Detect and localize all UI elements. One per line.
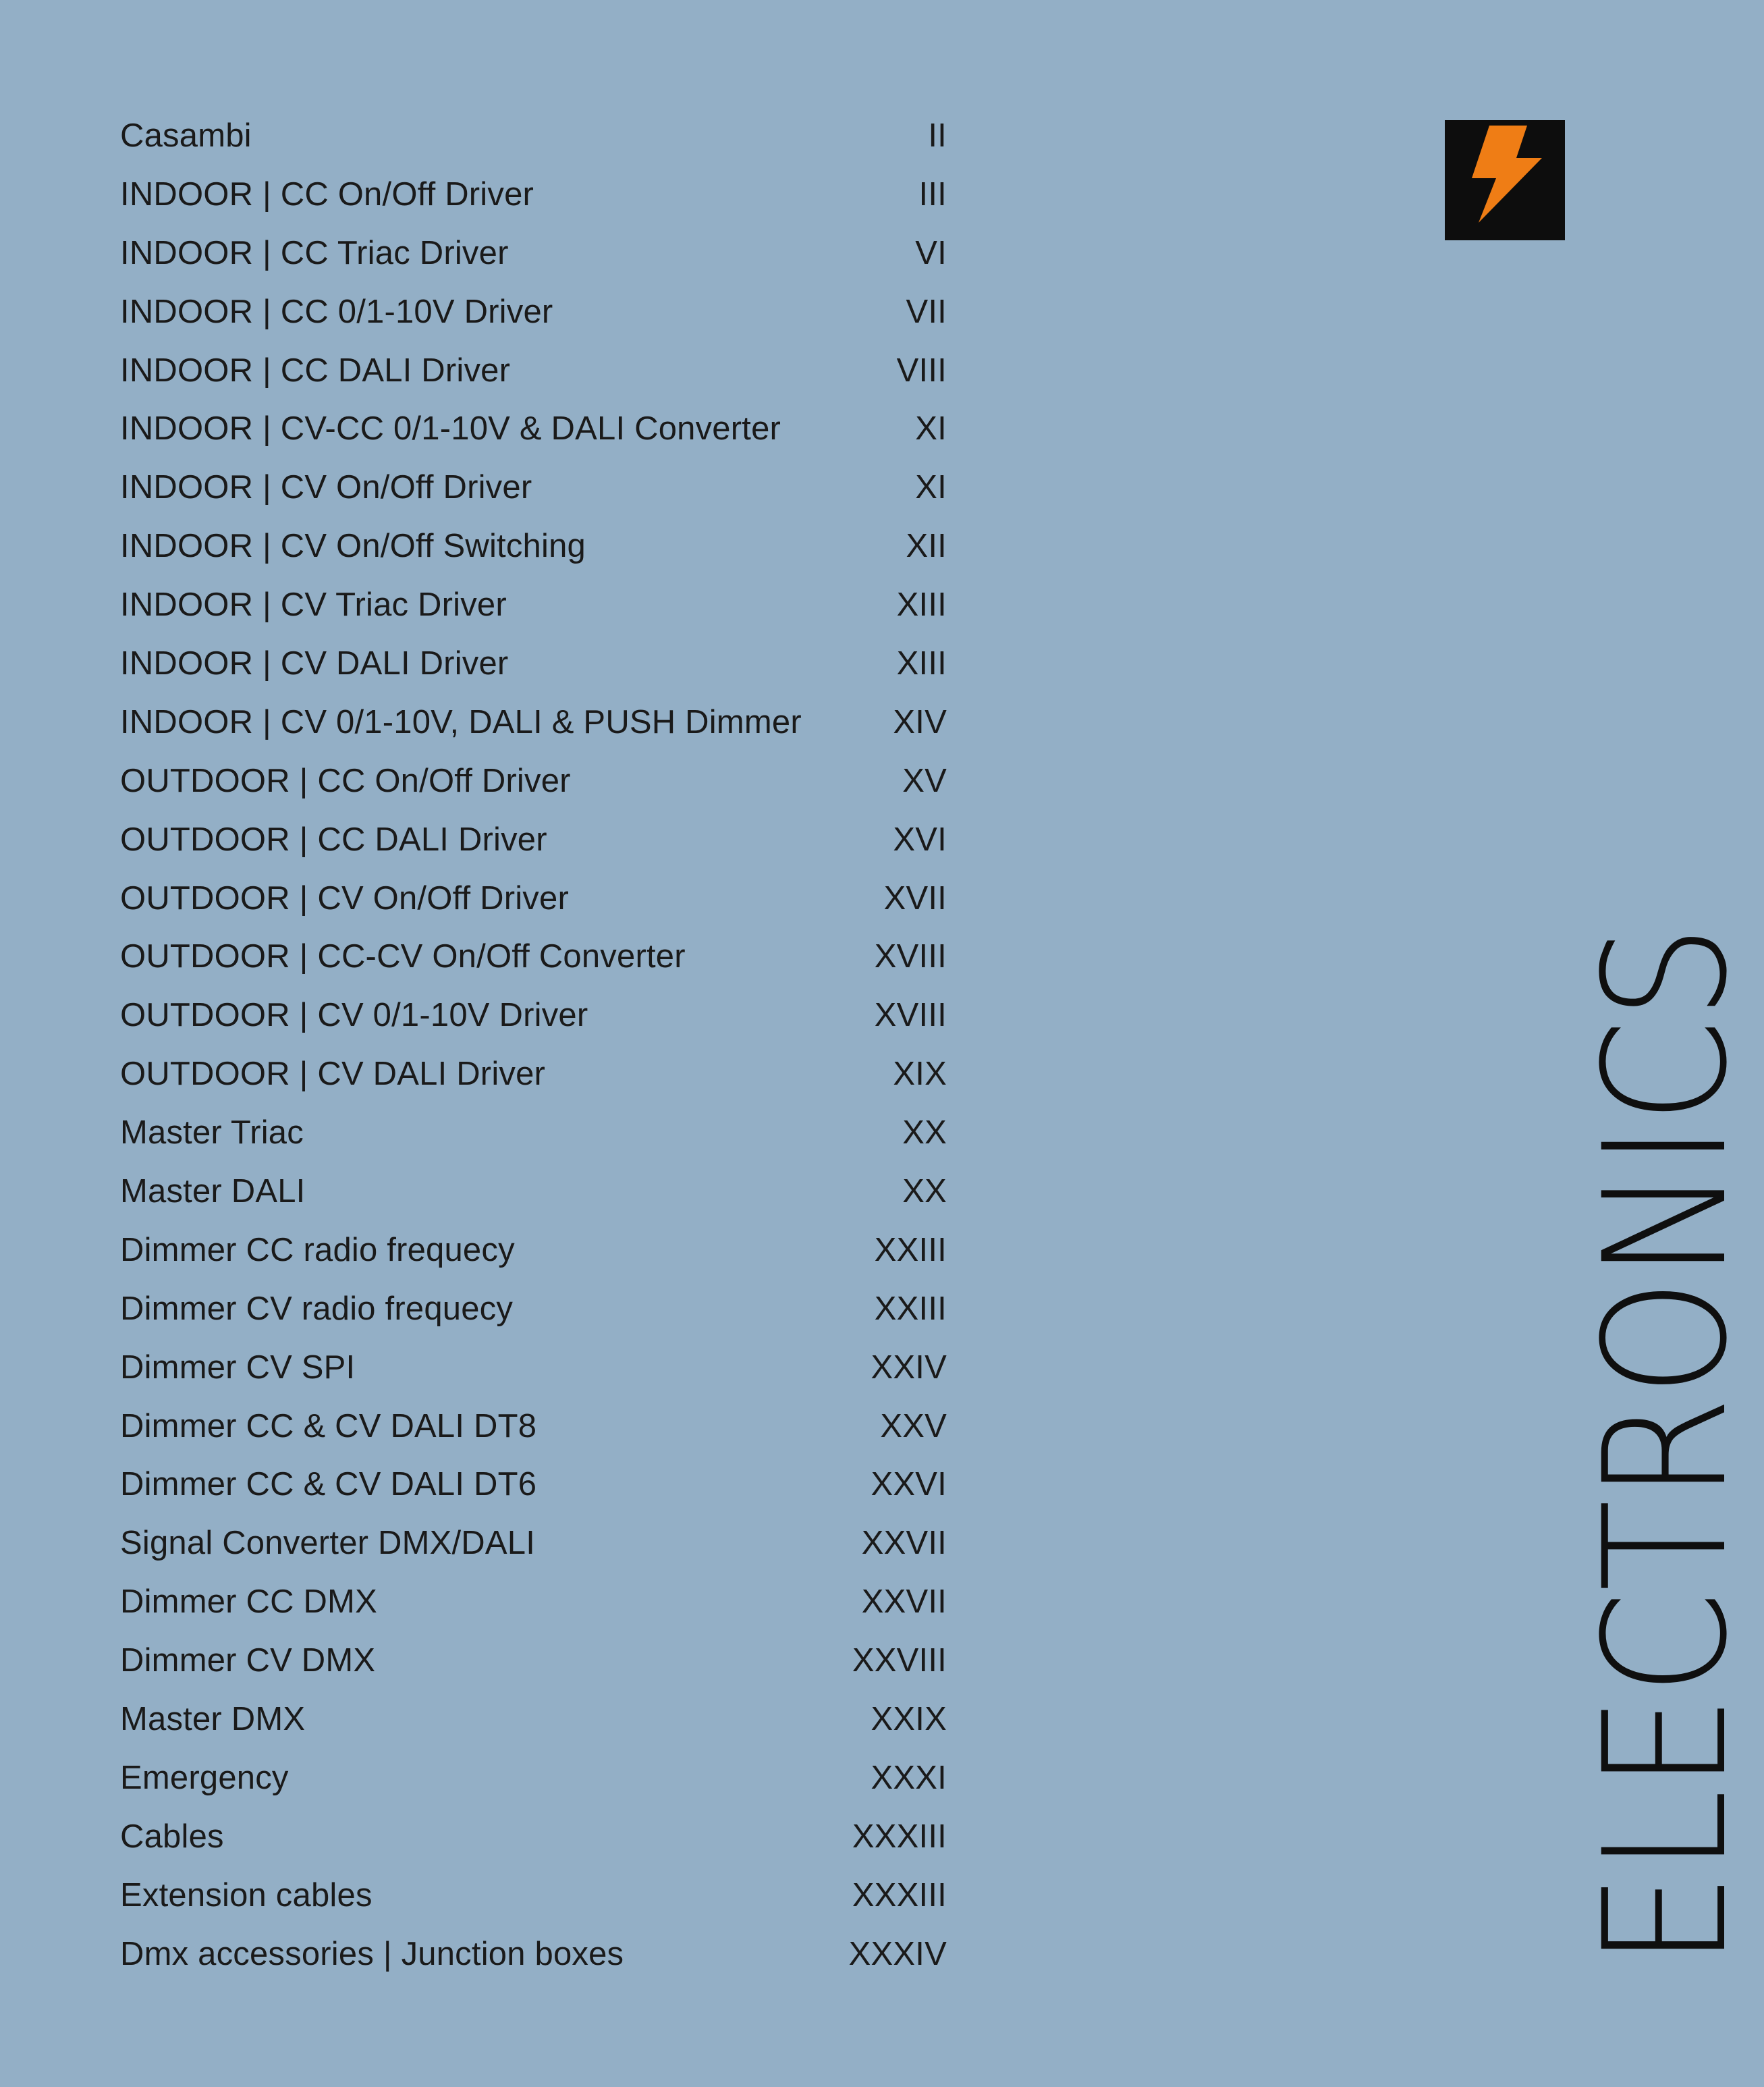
toc-entry[interactable] xyxy=(120,1925,947,1984)
toc-entry[interactable] xyxy=(120,927,947,986)
toc-entry-page: XXIII xyxy=(874,1231,947,1268)
toc-entry[interactable] xyxy=(120,1221,947,1280)
toc-entry-page: XXVIII xyxy=(852,1642,947,1679)
table-of-contents xyxy=(120,107,947,1984)
toc-entry[interactable] xyxy=(120,165,947,224)
toc-entry-page: XXV xyxy=(880,1407,947,1444)
toc-entry-title: Dimmer CV SPI xyxy=(120,1349,356,1386)
toc-entry[interactable] xyxy=(120,1631,947,1690)
toc-entry[interactable] xyxy=(120,576,947,634)
toc-entry[interactable] xyxy=(120,1280,947,1338)
toc-entry-title: Dimmer CC & CV DALI DT6 xyxy=(120,1466,537,1503)
toc-entry-page: XVII xyxy=(883,879,947,917)
toc-entry-page: XXXI xyxy=(871,1759,947,1796)
toc-entry[interactable] xyxy=(120,634,947,693)
toc-entry[interactable] xyxy=(120,1104,947,1162)
toc-entry-title: OUTDOOR | CC On/Off Driver xyxy=(120,762,571,799)
toc-entry-title: Emergency xyxy=(120,1759,289,1796)
toc-entry[interactable] xyxy=(120,811,947,869)
toc-entry-title: INDOOR | CC Triac Driver xyxy=(120,234,509,271)
toc-entry-title: Master Triac xyxy=(120,1114,304,1151)
toc-entry-title: Dimmer CC radio frequecy xyxy=(120,1231,515,1268)
toc-entry-page: XX xyxy=(902,1172,947,1210)
toc-entry[interactable] xyxy=(120,107,947,165)
toc-entry[interactable] xyxy=(120,283,947,342)
toc-entry-title: Signal Converter DMX/DALI xyxy=(120,1525,536,1562)
toc-entry-page: III xyxy=(918,175,947,213)
toc-entry-title: OUTDOOR | CC-CV On/Off Converter xyxy=(120,938,686,975)
toc-entry[interactable] xyxy=(120,752,947,811)
toc-entry-title: INDOOR | CV-CC 0/1-10V & DALI Converter xyxy=(120,410,781,448)
toc-entry[interactable] xyxy=(120,1808,947,1866)
toc-entry-page: XXVII xyxy=(861,1583,947,1621)
toc-entry[interactable] xyxy=(120,1338,947,1397)
toc-entry-page: VI xyxy=(915,234,947,271)
toc-entry-title: INDOOR | CC 0/1-10V Driver xyxy=(120,293,553,330)
section-logo xyxy=(1445,120,1565,240)
toc-entry-page: XXXIV xyxy=(848,1935,947,1972)
toc-entry-title: OUTDOOR | CC DALI Driver xyxy=(120,821,547,858)
toc-entry-page: XV xyxy=(902,762,947,799)
toc-entry-page: XI xyxy=(915,410,947,448)
toc-entry-page: XVI xyxy=(893,821,947,858)
toc-entry-title: Dimmer CC DMX xyxy=(120,1583,377,1621)
toc-entry-page: XXXIII xyxy=(852,1876,947,1914)
toc-entry-page: XXIV xyxy=(871,1349,947,1386)
section-title: ELECTRONICS xyxy=(1568,925,1764,1967)
toc-entry-title: INDOOR | CV DALI Driver xyxy=(120,645,509,682)
toc-entry-page: XVIII xyxy=(874,997,947,1034)
toc-entry[interactable] xyxy=(120,1573,947,1631)
toc-entry-title: Cables xyxy=(120,1818,224,1855)
toc-entry[interactable] xyxy=(120,1162,947,1221)
toc-entry[interactable] xyxy=(120,1397,947,1456)
toc-entry-page: XIV xyxy=(893,703,947,740)
toc-entry-page: XIII xyxy=(896,645,947,682)
toc-entry-page: XI xyxy=(915,469,947,506)
toc-entry[interactable] xyxy=(120,1749,947,1808)
toc-entry-title: Dimmer CV DMX xyxy=(120,1642,376,1679)
toc-entry-page: XX xyxy=(902,1114,947,1151)
toc-entry-title: INDOOR | CV On/Off Switching xyxy=(120,528,586,565)
toc-entry-page: VII xyxy=(906,293,947,330)
toc-entry[interactable] xyxy=(120,224,947,283)
toc-entry-page: XXVII xyxy=(861,1525,947,1562)
toc-entry[interactable] xyxy=(120,1514,947,1573)
toc-entry-page: XXIII xyxy=(874,1290,947,1327)
toc-entry[interactable] xyxy=(120,517,947,576)
toc-entry[interactable] xyxy=(120,1045,947,1104)
toc-entry-title: OUTDOOR | CV On/Off Driver xyxy=(120,879,569,917)
toc-entry-title: INDOOR | CC On/Off Driver xyxy=(120,175,534,213)
toc-entry[interactable] xyxy=(120,342,947,400)
toc-entry[interactable] xyxy=(120,693,947,752)
toc-entry-title: Dimmer CV radio frequecy xyxy=(120,1290,514,1327)
toc-entry-page: XXIX xyxy=(871,1700,947,1737)
toc-entry-title: INDOOR | CV 0/1-10V, DALI & PUSH Dimmer xyxy=(120,703,802,740)
toc-entry-title: INDOOR | CV On/Off Driver xyxy=(120,469,532,506)
toc-entry[interactable] xyxy=(120,1455,947,1514)
toc-entry-title: INDOOR | CV Triac Driver xyxy=(120,587,507,624)
toc-entry[interactable] xyxy=(120,869,947,928)
toc-entry[interactable] xyxy=(120,986,947,1045)
toc-entry-page: XXXIII xyxy=(852,1818,947,1855)
toc-entry[interactable] xyxy=(120,400,947,458)
toc-entry[interactable] xyxy=(120,1690,947,1749)
toc-entry-page: XIX xyxy=(893,1056,947,1093)
toc-entry[interactable] xyxy=(120,458,947,517)
toc-entry-page: VIII xyxy=(896,352,947,389)
toc-entry-page: II xyxy=(928,117,947,154)
toc-entry-title: Casambi xyxy=(120,117,252,154)
toc-entry-title: Dmx accessories | Junction boxes xyxy=(120,1935,624,1972)
toc-entry-title: Extension cables xyxy=(120,1876,373,1914)
toc-entry-title: OUTDOOR | CV DALI Driver xyxy=(120,1056,546,1093)
toc-entry-page: XXVI xyxy=(871,1466,947,1503)
toc-entry[interactable] xyxy=(120,1866,947,1925)
toc-entry-title: Dimmer CC & CV DALI DT8 xyxy=(120,1407,537,1444)
toc-entry-page: XVIII xyxy=(874,938,947,975)
toc-entry-page: XIII xyxy=(896,587,947,624)
toc-entry-title: Master DMX xyxy=(120,1700,306,1737)
toc-entry-title: Master DALI xyxy=(120,1172,306,1210)
toc-entry-page: XII xyxy=(906,528,947,565)
toc-entry-title: INDOOR | CC DALI Driver xyxy=(120,352,511,389)
toc-entry-title: OUTDOOR | CV 0/1-10V Driver xyxy=(120,997,588,1034)
lightning-bolt-icon xyxy=(1445,120,1565,240)
